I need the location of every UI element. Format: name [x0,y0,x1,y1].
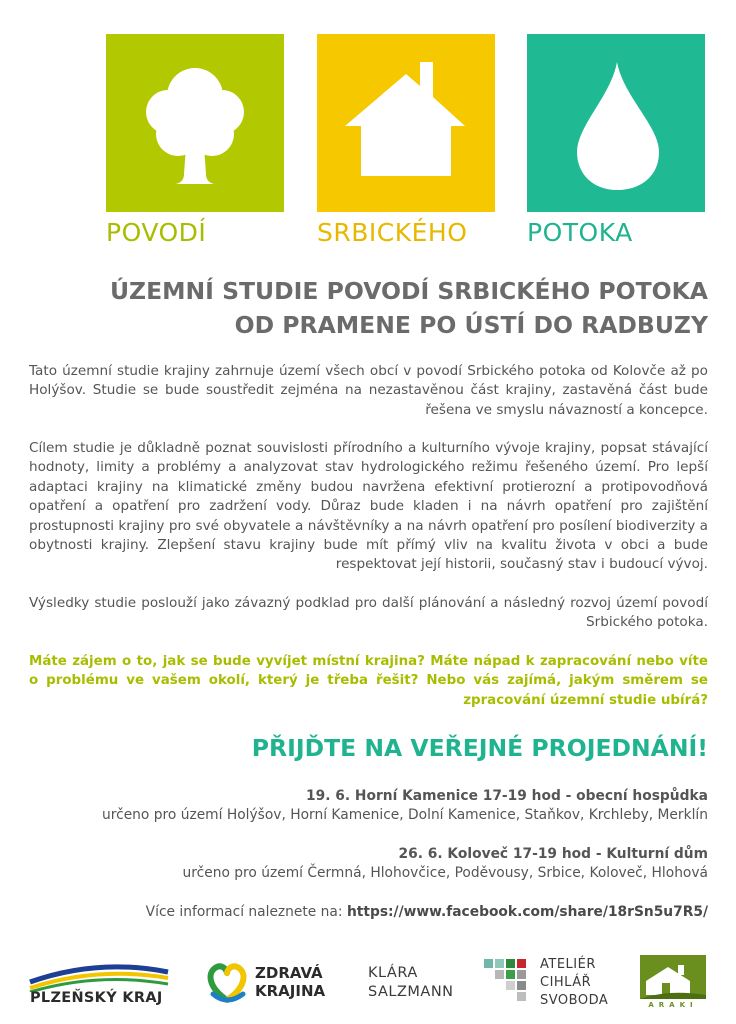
krajina-text: KRAJINA [255,982,326,1000]
plzensky-kraj-swoosh-icon [28,958,170,992]
salzmann-text: SALZMANN [368,984,454,1000]
plzensky-kraj-text: PLZEŇSKÝ KRAJ [30,990,163,1006]
call-to-action-heading: PŘIJĎTE NA VEŘEJNÉ PROJEDNÁNÍ! [251,734,708,762]
araki-house-icon [638,955,708,1001]
intro-paragraph: Tato územní studie krajiny zahrnuje území všech obcí v povodí Srbického potoka od Kolovče až po Holýšov. Studie se bude soustředit zejména na nezastavěnou část krajiny, zastavěná část bude řešena ve smyslu návazností a koncepce. [29,363,708,418]
klara-text: KLÁRA [368,965,418,981]
tile-drop [527,34,705,212]
water-drop-icon [527,34,705,212]
araki-text: ARAKI [648,1001,698,1009]
tile-tree [106,34,284,212]
araki-logo [638,955,708,1015]
goals-paragraph: Cílem studie je důkladně poznat souvislosti přírodního a kulturního vývoje krajiny, popsat stávající hodnoty, limity a problémy a analyzovat stav hydrologického režimu řešeného území. Pro lepší adaptaci krajiny na klimatické změny budou navržena efektivní protierozní a protipovodňová opatření a opatření pro zadržení vody. Důraz bude kladen i na návrh opatření pro zajištění prostupnosti krajiny pro své obyvatele a návštěvníky a na návrh opatření pro posílení biodiverzity a obytnosti krajiny. Zlepšení stavu krajiny bude mít přímý vliv na kvalitu života v obci a bude respektovat její historii, současný stav i budoucí vývoj. [29,440,708,573]
event-2-title: 26. 6. Koloveč 17-19 hod - Kulturní dům [398,846,708,862]
zdrava-krajina-logo [205,960,345,1008]
page-title-line-1: ÚZEMNÍ STUDIE POVODÍ SRBICKÉHO POTOKA [109,277,708,305]
event-1-scope: určeno pro území Holýšov, Horní Kamenice, Dolní Kamenice, Staňkov, Krchleby, Merklín [102,807,708,823]
house-icon [317,34,495,212]
cihlar-text: CIHLÁŘ [540,975,592,990]
atelier-squares-icon [484,957,538,1013]
zdrava-text: ZDRAVÁ [255,964,323,982]
more-info-label: Více informací naleznete na: [145,904,343,920]
tree-icon [106,34,284,212]
more-info [146,904,708,920]
zdrava-krajina-heart-icon [205,960,249,1006]
facebook-link[interactable]: https://www.facebook.com/share/18rSn5u7R5/ [346,904,708,920]
results-paragraph: Výsledky studie poslouží jako závazný podklad pro další plánování a následný rozvoj území povodí Srbického potoka. [29,595,708,631]
tile-word-povodi: POVODÍ [106,218,207,247]
event-2-scope: určeno pro území Čermná, Hlohovčice, Poděvousy, Srbice, Koloveč, Hlohová [182,865,708,881]
event-1-title: 19. 6. Horní Kamenice 17-19 hod - obecní hospůdka [306,788,708,804]
page-title-line-2: OD PRAMENE PO ÚSTÍ DO RADBUZY [234,311,708,339]
tile-house [317,34,495,212]
plzensky-kraj-logo [28,958,170,1008]
atelier-text: ATELIÉR [540,957,596,972]
svoboda-text: SVOBODA [540,993,609,1008]
atelier-cihlar-svoboda-logo [484,957,614,1013]
tile-word-potoka: POTOKA [527,218,633,247]
question-paragraph: Máte zájem o to, jak se bude vyvíjet místní krajina? Máte nápad k zapracování nebo víte o problému ve vašem okolí, který je třeba řešit? Nebo vás zajímá, jakým směrem se zpracování územní studie ubírá? [29,654,708,708]
klara-salzmann-logo [368,964,454,1002]
tile-word-srbickeho: SRBICKÉHO [317,218,468,247]
